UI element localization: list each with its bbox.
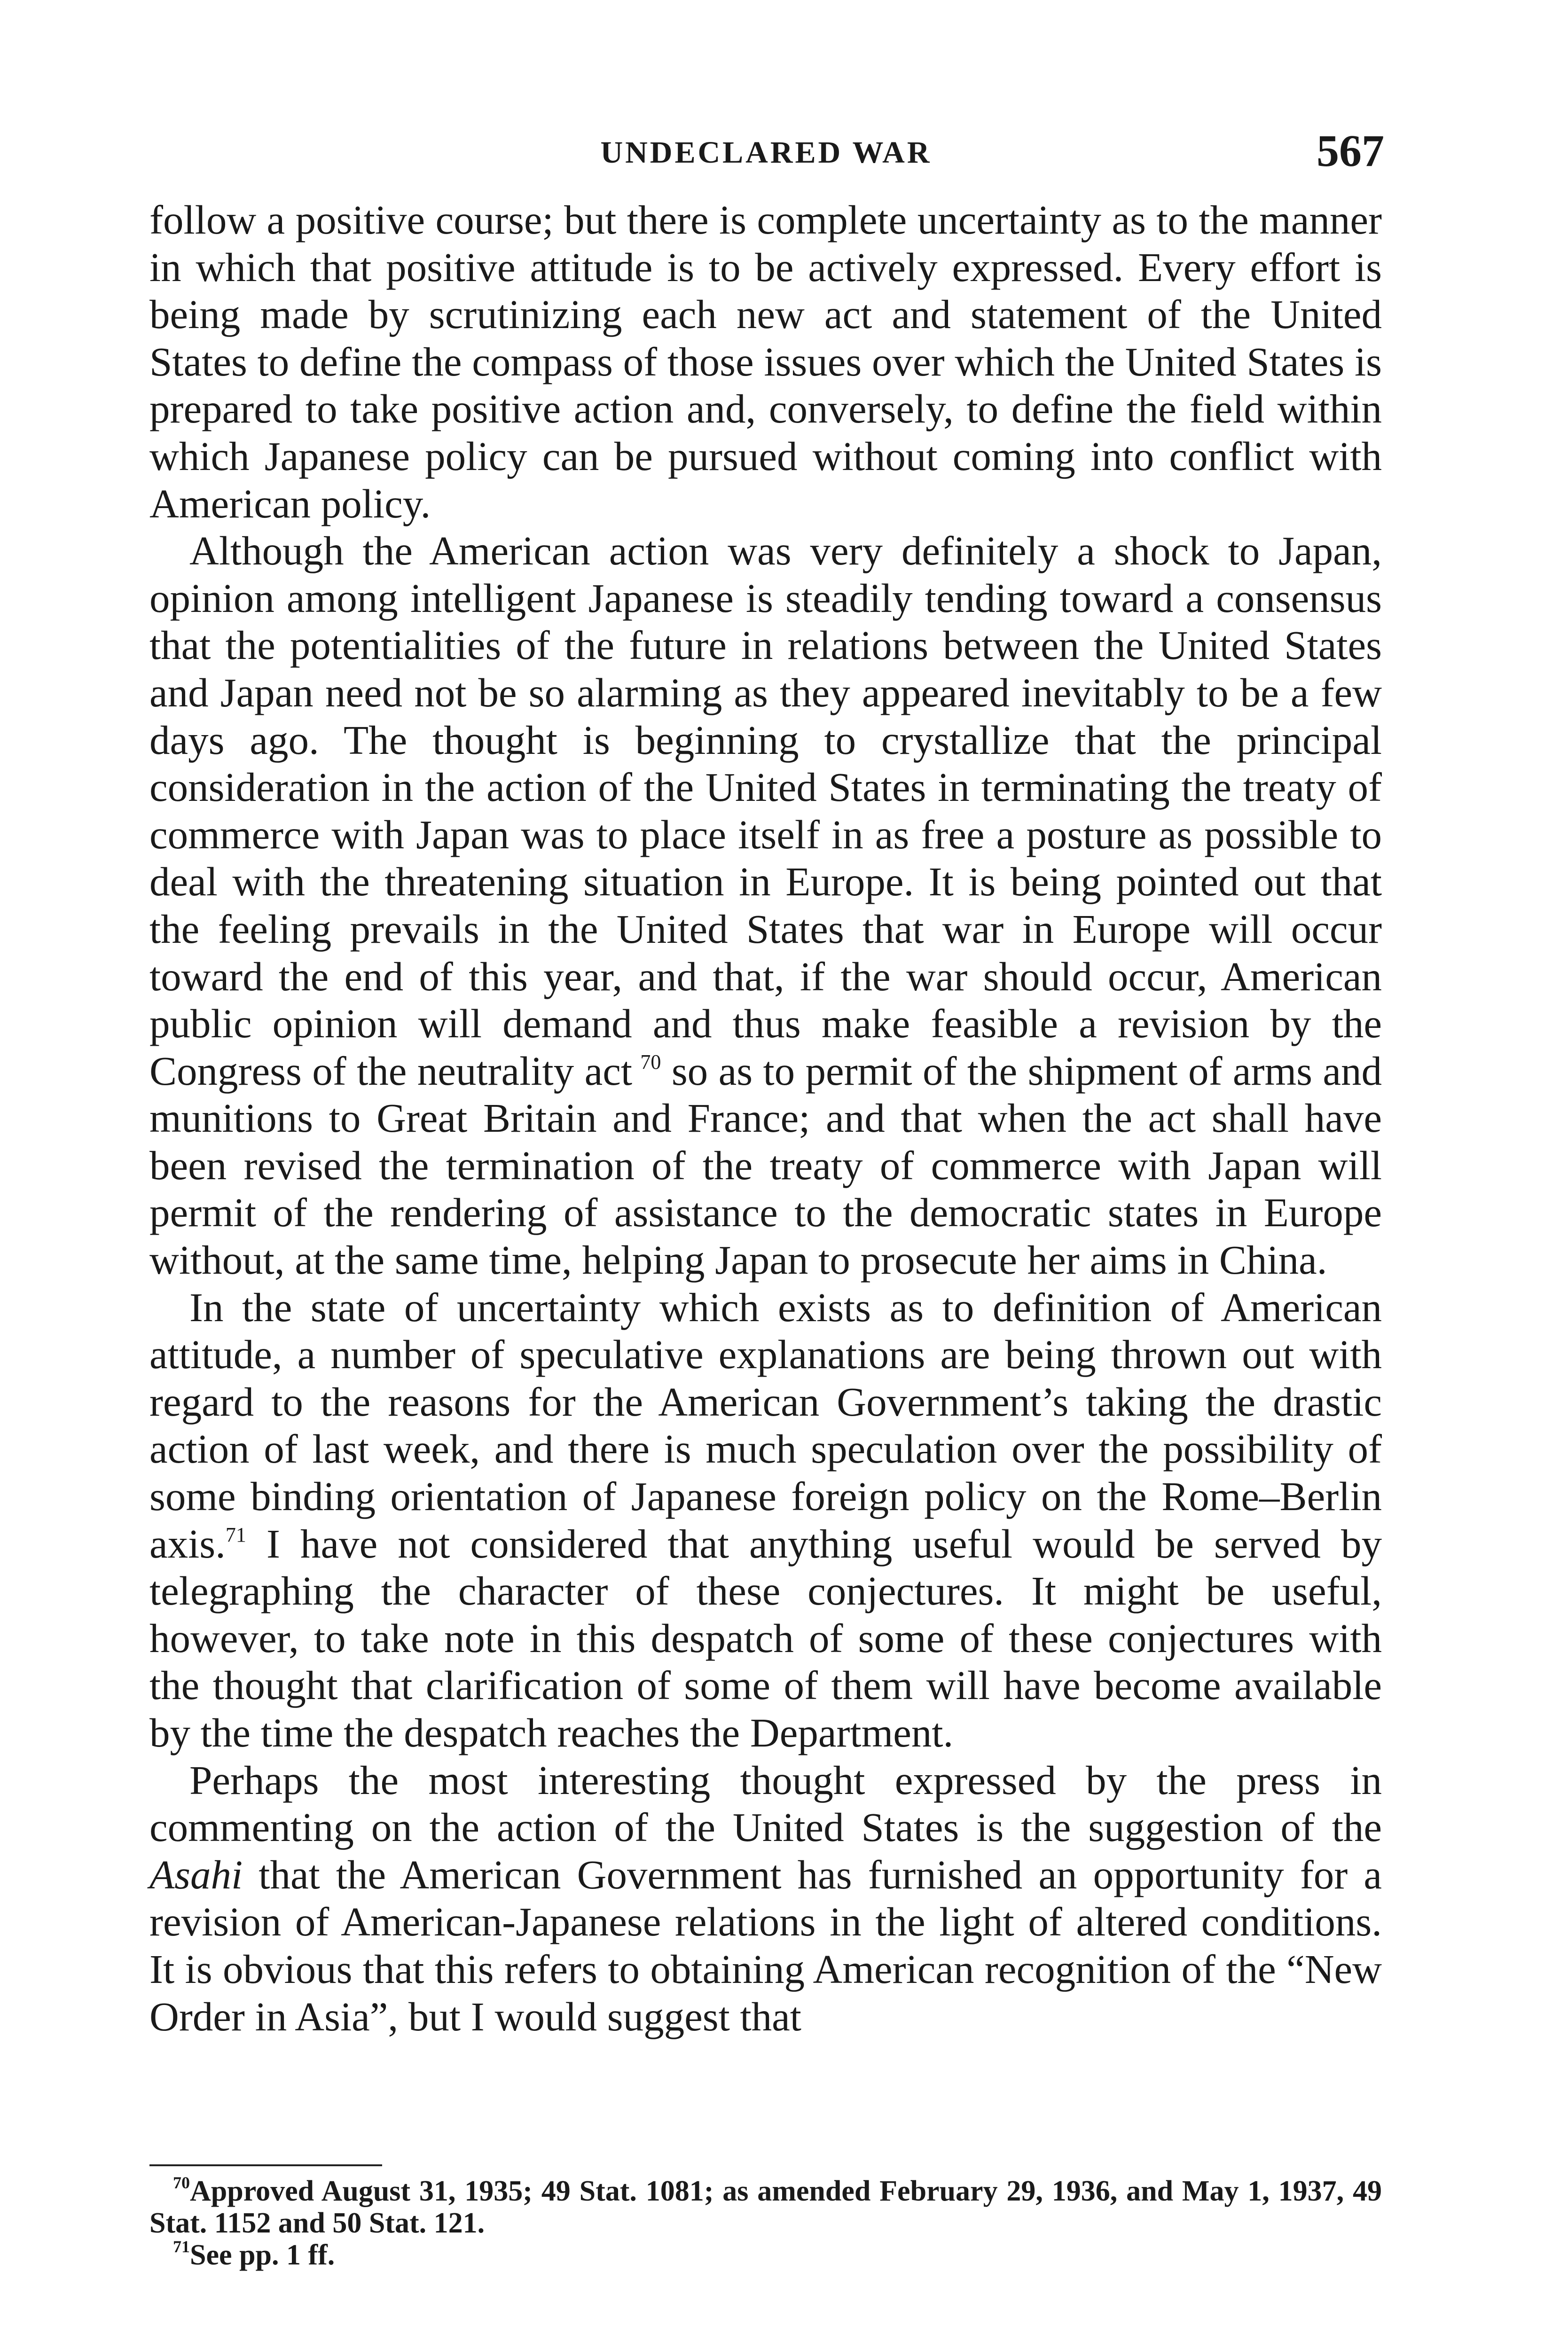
newspaper-name: Asahi [149, 1851, 243, 1897]
paragraph-2-text-a: Although the American action was very definitely a shock to Japan, opinion among intelligent Japanese is steadily tending toward a consensus that the potentialities of the future in relations between the United States and Japan need not be so alarming as they appeared inevitably to be a few days ago. The thought is beginning to crystallize that the principal consideration in the action of the United States in terminating the treaty of commerce with Japan was to place itself in as free a posture as possible to deal with the threatening situation in Europe. It is being pointed out that the feeling prevails in the United States that war in Europe will occur toward the end of this year, and that, if the war should occur, American public opinion will demand and thus make feasible a revision by the Congress of the neutrality act [149, 528, 1382, 1094]
body-text [149, 196, 1382, 2040]
footnote-mark: 70 [173, 2173, 190, 2192]
footnote-mark: 71 [173, 2237, 190, 2256]
page-number: 567 [1317, 125, 1384, 176]
footnote-ref-71[interactable]: 71 [225, 1523, 246, 1546]
paragraph-1-text: follow a positive course; but there is complete uncertainty as to the manner in which that positive attitude is to be actively expressed. Every effort is being made by scrutinizing each new act and statement of the United States to define the compass of those issues over which the United States is prepared to take positive action and, conversely, to define the field within which Japanese policy can be pursued without coming into conflict with American policy. [149, 197, 1382, 526]
paragraph-3-text-b: I have not considered that anything useful would be served by telegraphing the character of these conjectures. It might be useful, however, to take note in this despatch of some of these conjectures with the thought that clarification of some of them will have become available by the time the despatch reaches the Department. [149, 1520, 1382, 1755]
footnote-text: See pp. 1 ff. [190, 2239, 335, 2271]
paragraph-4-text-b: that the American Government has furnished an opportunity for a revision of American-Japanese relations in the light of altered conditions. It is obvious that this refers to obtaining American recognition of the “New Order in Asia”, but I would suggest that [149, 1851, 1382, 2039]
footnote-70 [149, 2175, 1382, 2239]
footnote-71 [149, 2239, 1382, 2271]
footnotes [149, 2175, 1382, 2271]
paragraph-1 [149, 196, 1382, 527]
footnote-ref-70[interactable]: 70 [640, 1050, 661, 1073]
paragraph-3-text-a: In the state of uncertainty which exists as to definition of American attitude, a number of speculative explanations are being thrown out with regard to the reasons for the American Government’s taking the drastic action of last week, and there is much speculation over the possibility of some binding orientation of Japanese foreign policy on the Rome–Berlin axis. [149, 1284, 1382, 1567]
paragraph-2 [149, 527, 1382, 1284]
running-title: UNDECLARED WAR [600, 135, 932, 170]
footnote-text: Approved August 31, 1935; 49 Stat. 1081; as amended February 29, 1936, and May 1, 1937, 49 Stat. 1152 and 50 Stat. 121. [149, 2175, 1382, 2239]
paragraph-4-text-a: Perhaps the most interesting thought expressed by the press in commenting on the action of the United States is the suggestion of the [149, 1757, 1382, 1850]
paragraph-2-text-b: so as to permit of the shipment of arms and munitions to Great Britain and France; and that when the act shall have been revised the termination of the treaty of commerce with Japan will permit of the rendering of assistance to the democratic states in Europe without, at the same time, helping Japan to prosecute her aims in China. [149, 1048, 1382, 1283]
running-header [148, 125, 1384, 176]
footnote-divider [149, 2164, 382, 2166]
paragraph-3 [149, 1284, 1382, 1757]
paragraph-4 [149, 1757, 1382, 2041]
